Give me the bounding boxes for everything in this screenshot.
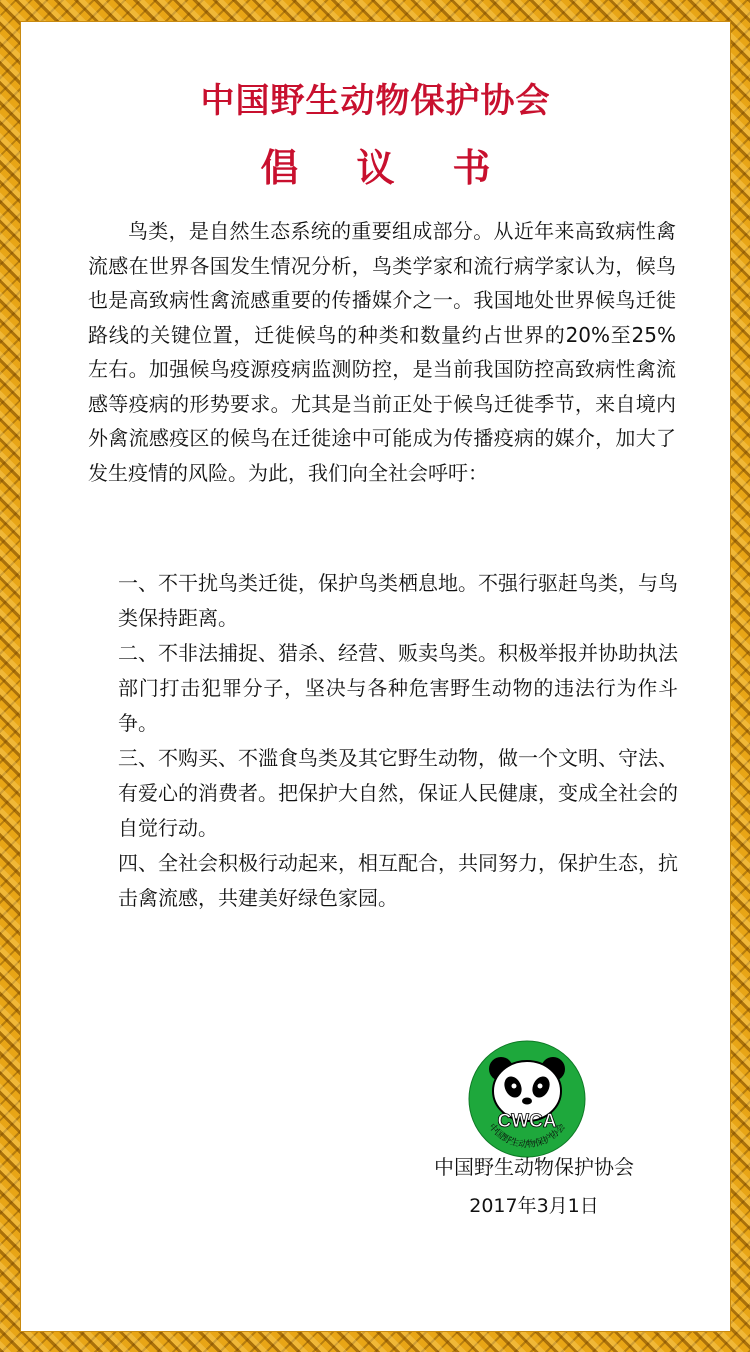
logo-ring-text: 中国野生动物保护协会 [486,1122,568,1151]
signature-date: 2017年3月1日 [469,1195,599,1217]
signature-organization: 中国野生动物保护协会 [434,1155,634,1179]
proposal-item: 三、不购买、不滥食鸟类及其它野生动物，做一个文明、守法、有爱心的消费者。把保护大自然，保证人民健康，变成全社会的自觉行动。 [118,746,678,840]
intro-paragraph: 鸟类，是自然生态系统的重要组成部分。从近年来高致病性禽流感在世界各国发生情况分析，鸟类学家和流行病学家认为，候鸟也是高致病性禽流感重要的传播媒介之一。我国地处世界候鸟迁徙路线的关键位置，迁徙候鸟的种类和数量约占世界的20%至25%左右。加强候鸟疫源疫病监测防控，是当前我国防控高致病性禽流感等疫病的形势要求。尤其是当前正处于候鸟迁徙季节，来自境内外禽流感疫区的候鸟在迁徙途中可能成为传播疫病的媒介，加大了发生疫情的风险。为此，我们向全社会呼吁： [88,219,676,485]
cwca-panda-logo [467,1039,587,1159]
proposal-item: 一、不干扰鸟类迁徙，保护鸟类栖息地。不强行驱赶鸟类，与鸟类保持距离。 [118,571,678,630]
document-title: 倡议书 [260,146,549,190]
organization-heading: 中国野生动物保护协会 [200,81,551,121]
proposal-list [118,566,678,916]
proposal-item: 二、不非法捕捉、猎杀、经营、贩卖鸟类。积极举报并协助执法部门打击犯罪分子，坚决与各种危害野生动物的违法行为作斗争。 [118,641,678,735]
document-sheet [20,21,731,1332]
logo-acronym: CWCA [497,1111,557,1132]
proposal-item: 四、全社会积极行动起来，相互配合，共同努力，保护生态，抗击禽流感，共建美好绿色家园。 [118,851,678,910]
